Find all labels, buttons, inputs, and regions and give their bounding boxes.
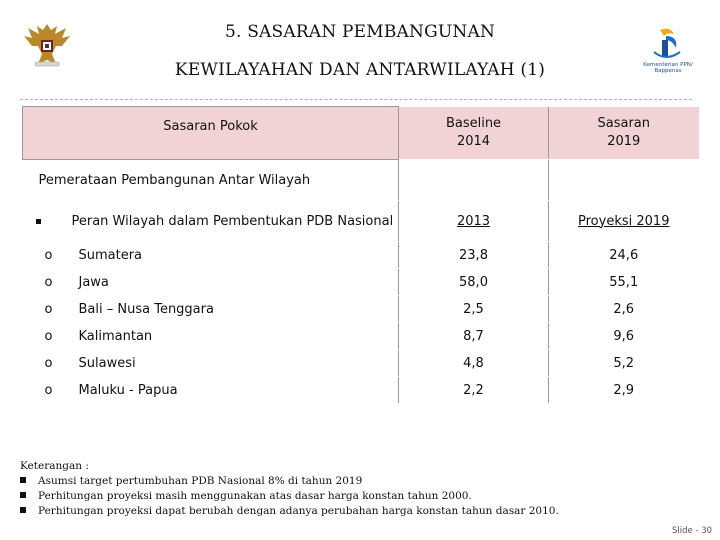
bappenas-caption: Kementerian PPN/ Bappenas — [643, 62, 693, 74]
header-baseline — [399, 107, 549, 160]
notes-heading: Keterangan : — [20, 460, 89, 472]
slide-number: Slide - 30 — [672, 526, 713, 536]
bullet-target: Proyeksi 2019 — [578, 213, 670, 229]
circle-bullet-icon: o — [44, 355, 53, 371]
note-item — [20, 474, 559, 489]
region-target: 2,9 — [549, 377, 699, 404]
region-name: Maluku - Papua — [78, 382, 178, 398]
table-row — [23, 377, 699, 404]
region-baseline: 8,7 — [399, 323, 549, 350]
section-row — [23, 160, 699, 201]
circle-bullet-icon: o — [44, 382, 53, 398]
region-baseline: 58,0 — [399, 269, 549, 296]
region-baseline: 4,8 — [399, 350, 549, 377]
note-text: Perhitungan proyeksi dapat berubah dengan adanya perubahan harga konstan tahun dasar 2010. — [38, 505, 559, 517]
table-row — [23, 323, 699, 350]
region-name: Sulawesi — [78, 355, 136, 371]
table-row — [23, 242, 699, 269]
region-name: Bali – Nusa Tenggara — [78, 301, 214, 317]
region-name: Jawa — [78, 274, 109, 290]
circle-bullet-icon: o — [44, 328, 53, 344]
region-target: 9,6 — [549, 323, 699, 350]
region-target: 55,1 — [549, 269, 699, 296]
region-target: 5,2 — [549, 350, 699, 377]
bullet-row — [23, 201, 699, 242]
header-baseline-year: 2014 — [456, 133, 491, 149]
sasaran-table — [22, 106, 699, 404]
header-sasaran-label: Sasaran — [597, 115, 650, 131]
region-baseline: 2,2 — [399, 377, 549, 404]
note-bullet-icon — [20, 477, 26, 483]
circle-bullet-icon: o — [44, 301, 53, 317]
region-target: 24,6 — [549, 242, 699, 269]
table-header-row — [23, 107, 699, 160]
circle-bullet-icon: o — [44, 274, 53, 290]
circle-bullet-icon: o — [44, 247, 53, 263]
title-divider — [20, 99, 692, 100]
note-bullet-icon — [20, 507, 26, 513]
table-row — [23, 296, 699, 323]
header-sasaran-year: 2019 — [607, 133, 641, 149]
section-title: Pemerataan Pembangunan Antar Wilayah — [23, 160, 399, 201]
region-baseline: 2,5 — [399, 296, 549, 323]
region-name: Kalimantan — [78, 328, 153, 344]
note-text: Perhitungan proyeksi masih menggunakan atas dasar harga konstan tahun 2000. — [38, 490, 472, 502]
table-row — [23, 269, 699, 296]
bullet-baseline: 2013 — [456, 213, 491, 229]
region-target: 2,6 — [549, 296, 699, 323]
bullet-label: Peran Wilayah dalam Pembentukan PDB Nasional — [71, 213, 394, 229]
note-text: Asumsi target pertumbuhan PDB Nasional 8% di tahun 2019 — [38, 475, 363, 487]
header-baseline-label: Baseline — [445, 115, 502, 131]
header-sasaran-pokok: Sasaran Pokok — [23, 107, 399, 160]
bullet-square-icon — [36, 219, 41, 224]
header-sasaran — [549, 107, 699, 160]
note-bullet-icon — [20, 492, 26, 498]
notes-block — [20, 459, 559, 519]
page-title-line1: 5. SASARAN PEMBANGUNAN — [224, 22, 496, 42]
region-name: Sumatera — [78, 247, 143, 263]
note-item — [20, 504, 559, 519]
note-item — [20, 489, 559, 504]
page-title-line2: KEWILAYAHAN DAN ANTARWILAYAH (1) — [174, 60, 546, 80]
table-row — [23, 350, 699, 377]
region-baseline: 23,8 — [399, 242, 549, 269]
